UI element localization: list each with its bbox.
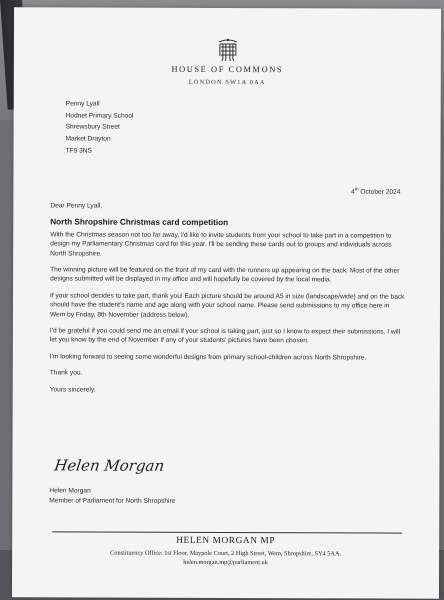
portcullis-icon <box>216 38 238 62</box>
salutation: Dear Penny Lyall, <box>50 202 103 210</box>
footer-divider <box>52 531 402 533</box>
handwritten-signature: Helen Morgan <box>53 456 166 475</box>
letterhead <box>14 37 441 86</box>
date-rest: October 2024 <box>358 188 401 196</box>
paragraph: Thank you. <box>49 369 83 377</box>
recipient-line: Hodnet Primary School <box>65 112 134 120</box>
recipient-line: Shrewsbury Street <box>65 123 120 132</box>
paragraph: I'm looking forward to seeing some wonderful designs from primary school-children across North Shropshire. <box>49 353 367 362</box>
letter-date <box>351 186 400 195</box>
letter-subject: North Shropshire Christmas card competition <box>50 217 229 228</box>
recipient-address <box>66 98 134 157</box>
paragraph: With the Christmas season not too far away, I'd like to invite students from your school to take part in a competition to design my Parliamentary Christmas card for this year. I'll be sending these cards out to groups and individuals across North Shropshire. <box>50 231 392 258</box>
footer-email: helen.morgan.mp@parliament.uk <box>183 558 268 567</box>
signer-block <box>49 486 175 506</box>
closing: Yours sincerely, <box>49 386 96 394</box>
paragraph: If your school decides to take part, thank you! Each picture should be around A5 in size (landscape/wide) and on the back should have the student's name and age along with your school name. Please send submissions to my office here in Wem by Friday, 8th November (address below). <box>49 292 405 319</box>
organisation-address: LONDON SW1A 0AA <box>188 78 266 87</box>
organisation-name: HOUSE OF COMMONS <box>171 64 284 75</box>
signer-name: Helen Morgan <box>49 487 91 495</box>
date-day: 4 <box>351 188 355 196</box>
recipient-line: Market Drayton <box>65 135 111 143</box>
footer-office-address: Constituency Office: 1st Floor, Maypole Court, 2 High Street, Wem, Shropshire, SY4 5AA. <box>110 549 342 558</box>
date-suffix: th <box>354 186 359 192</box>
letter-page <box>12 7 441 598</box>
footer-mp-name: HELEN MORGAN MP <box>176 535 276 547</box>
recipient-line: Penny Lyall <box>65 100 100 108</box>
letter-footer <box>12 535 439 567</box>
paragraph: I'd be grateful if you could send me an email if your school is taking part, just so I know to expect their submissions. I will let you know by the end of November if any of your students' pictures have been chosen. <box>49 327 401 345</box>
recipient-line: TF9 3NS <box>65 147 92 155</box>
signer-title: Member of Parliament for North Shropshire <box>49 496 176 505</box>
paragraph: The winning picture will be featured on the front of my card with the runners up appearing on the back. Most of the other designs submitted will be displayed in my office and will hopefully be covered by the local media. <box>50 266 400 284</box>
letter-body <box>50 201 406 402</box>
